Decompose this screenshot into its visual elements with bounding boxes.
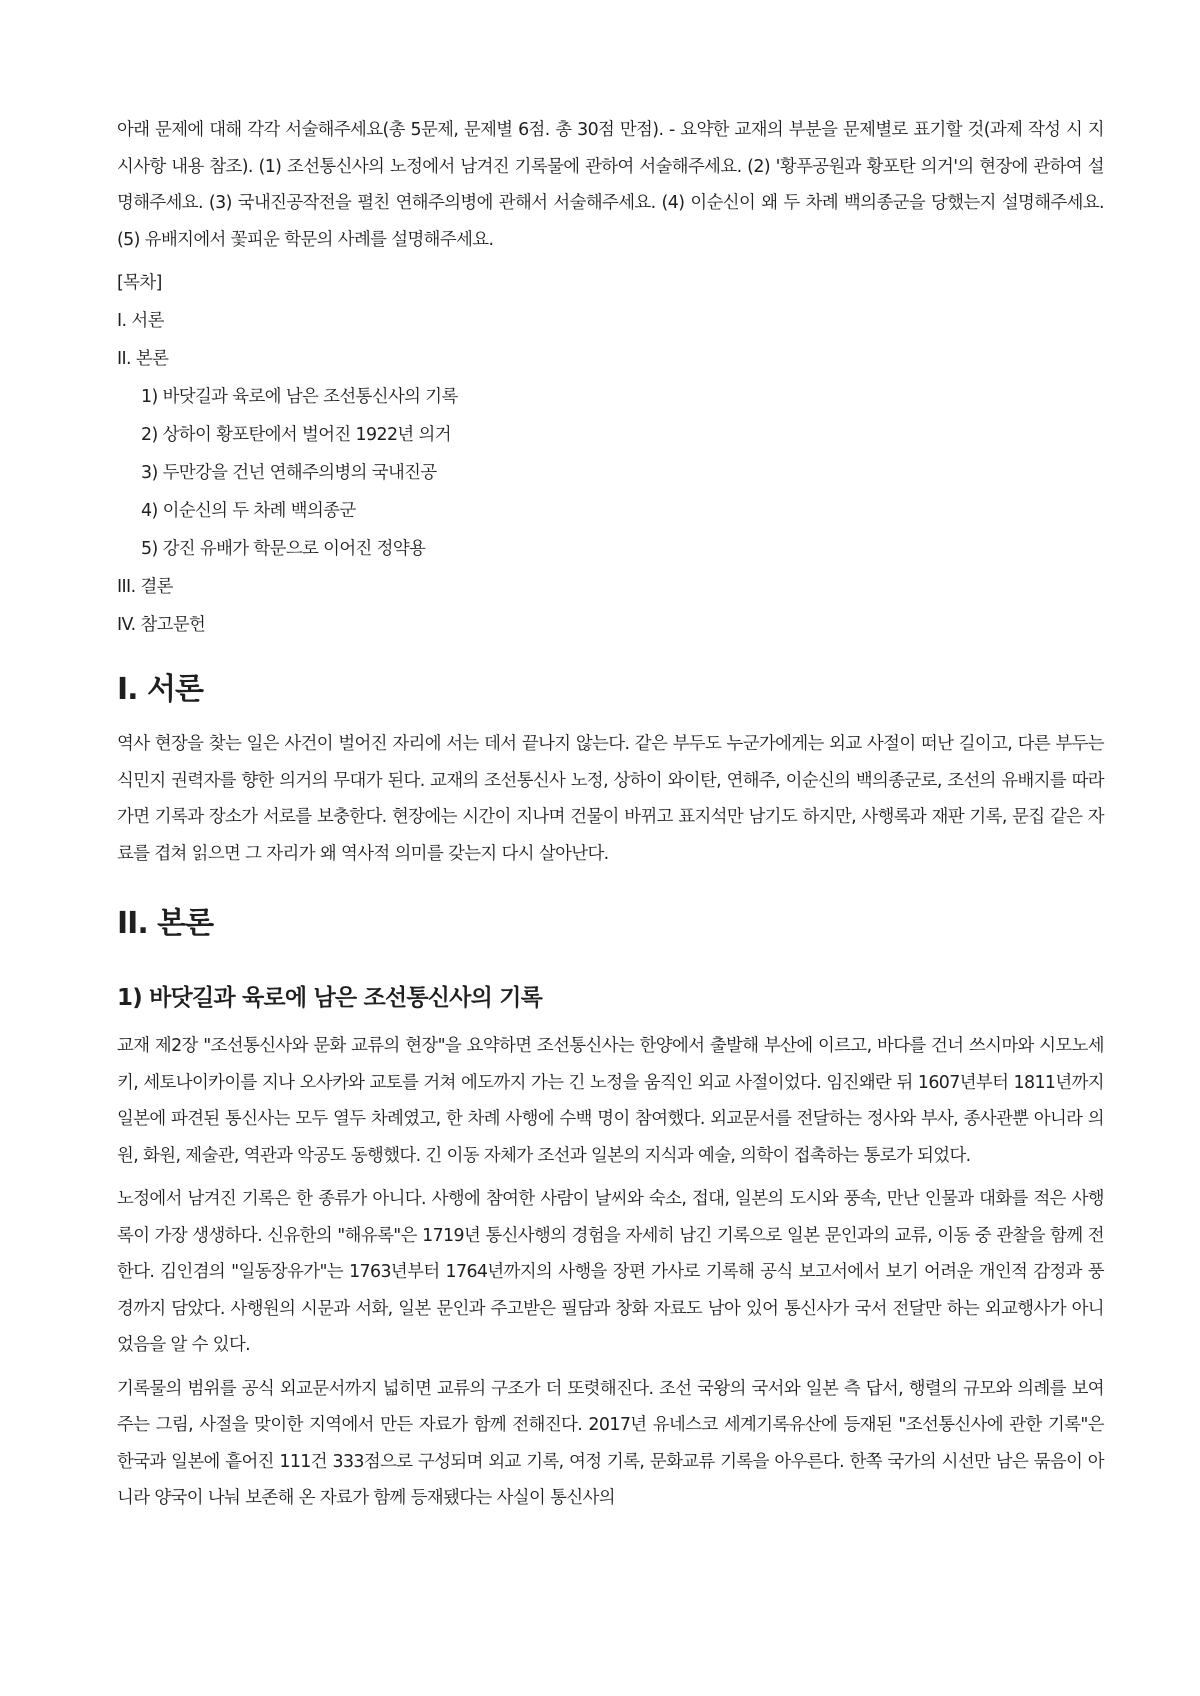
body-paragraph: 기록물의 범위를 공식 외교문서까지 넓히면 교류의 구조가 더 또렷해진다. 조선 국왕의 국서와 일본 측 답서, 행렬의 규모와 의례를 보여 주는 그림, 사절을 맞이한 지역에서 만든 자료가 함께 전해진다. 2017년 유네스코 세계기록유산에 등재된 "조선통신사에 관한 기록"은 한국과 일본에 흩어진 111건 333점으로 구성되며 외교 기록, 여정 기록, 문화교류 기록을 아우른다. 한쪽 국가의 시선만 남은 묶음이 아니라 양국이 나눠 보존해 온 자료가 함께 등재됐다는 사실이 통신사의 [117,1378,1104,1508]
toc-item-sub3: 3) 두만강을 건넌 연해주의병의 국내진공 [141,463,437,483]
table-of-contents [117,264,1104,644]
toc-item-references: IV. 참고문헌 [117,615,206,635]
toc-item-sub1: 1) 바닷길과 육로에 남은 조선통신사의 기록 [141,387,458,407]
introduction-paragraph: 역사 현장을 찾는 일은 사건이 벌어진 자리에 서는 데서 끝나지 않는다. 같은 부두도 누군가에게는 외교 사절이 떠난 길이고, 다른 부두는 식민지 권력자를 향한 의거의 무대가 된다. 교재의 조선통신사 노정, 상하이 와이탄, 연해주, 이순신의 백의종군로, 조선의 유배지를 따라가면 기록과 장소가 서로를 보충한다. 현장에는 시간이 지나며 건물이 바뀌고 표지석만 남기도 하지만, 사행록과 재판 기록, 문집 같은 자료를 겹쳐 읽으면 그 자리가 왜 역사적 의미를 갖는지 다시 살아난다. [117,734,1104,864]
section-heading-introduction: I. 서론 [117,672,203,707]
toc-item-sub4: 4) 이순신의 두 차례 백의종군 [141,501,356,521]
toc-item-conclusion: III. 결론 [117,577,173,597]
toc-item-intro: I. 서론 [117,311,164,331]
toc-item-sub5: 5) 강진 유배가 학문으로 이어진 정약용 [141,539,426,559]
section-heading-main-body: II. 본론 [117,906,214,941]
subsection-heading-tongsinsa: 1) 바닷길과 육로에 남은 조선통신사의 기록 [117,985,543,1011]
toc-item-sub2: 2) 상하이 황포탄에서 벌어진 1922년 의거 [141,425,451,445]
body-paragraph: 노정에서 남겨진 기록은 한 종류가 아니다. 사행에 참여한 사람이 날씨와 숙소, 접대, 일본의 도시와 풍속, 만난 인물과 대화를 적은 사행록이 가장 생생하다. 신유한의 "해유록"은 1719년 통신사행의 경험을 자세히 남긴 기록으로 일본 문인과의 교류, 이동 중 관찰을 함께 전한다. 김인겸의 "일동장유가"는 1763년부터 1764년까지의 사행을 장편 가사로 기록해 공식 보고서에서 보기 어려운 개인적 감정과 풍경까지 담았다. 사행원의 시문과 서화, 일본 문인과 주고받은 필담과 창화 자료도 남아 있어 통신사가 국서 전달만 하는 외교행사가 아니었음을 알 수 있다. [117,1189,1104,1355]
body-paragraph: 교재 제2장 "조선통신사와 문화 교류의 현장"을 요약하면 조선통신사는 한양에서 출발해 부산에 이르고, 바다를 건너 쓰시마와 시모노세키, 세토나이카이를 지나 오사카와 교토를 거쳐 에도까지 가는 긴 노정을 움직인 외교 사절이었다. 임진왜란 뒤 1607년부터 1811년까지 일본에 파견된 통신사는 모두 열두 차례였고, 한 차례 사행에 수백 명이 참여했다. 외교문서를 전달하는 정사와 부사, 종사관뿐 아니라 의원, 화원, 제술관, 역관과 악공도 동행했다. 긴 이동 자체가 조선과 일본의 지식과 예술, 의학이 접촉하는 통로가 되었다. [117,1036,1104,1166]
assignment-instructions: 아래 문제에 대해 각각 서술해주세요(총 5문제, 문제별 6점. 총 30점 만점). - 요약한 교재의 부분을 문제별로 표기할 것(과제 작성 시 지시사항 내용 참조). (1) 조선통신사의 노정에서 남겨진 기록물에 관하여 서술해주세요. (2) '황푸공원과 황포탄 의거'의 현장에 관하여 설명해주세요. (3) 국내진공작전을 펼친 연해주의병에 관해서 서술해주세요. (4) 이순신이 왜 두 차례 백의종군을 당했는지 설명해주세요. (5) 유배지에서 꽃피운 학문의 사례를 설명해주세요. [117,120,1104,250]
toc-heading: [목차] [117,273,162,293]
toc-item-main: II. 본론 [117,349,169,369]
